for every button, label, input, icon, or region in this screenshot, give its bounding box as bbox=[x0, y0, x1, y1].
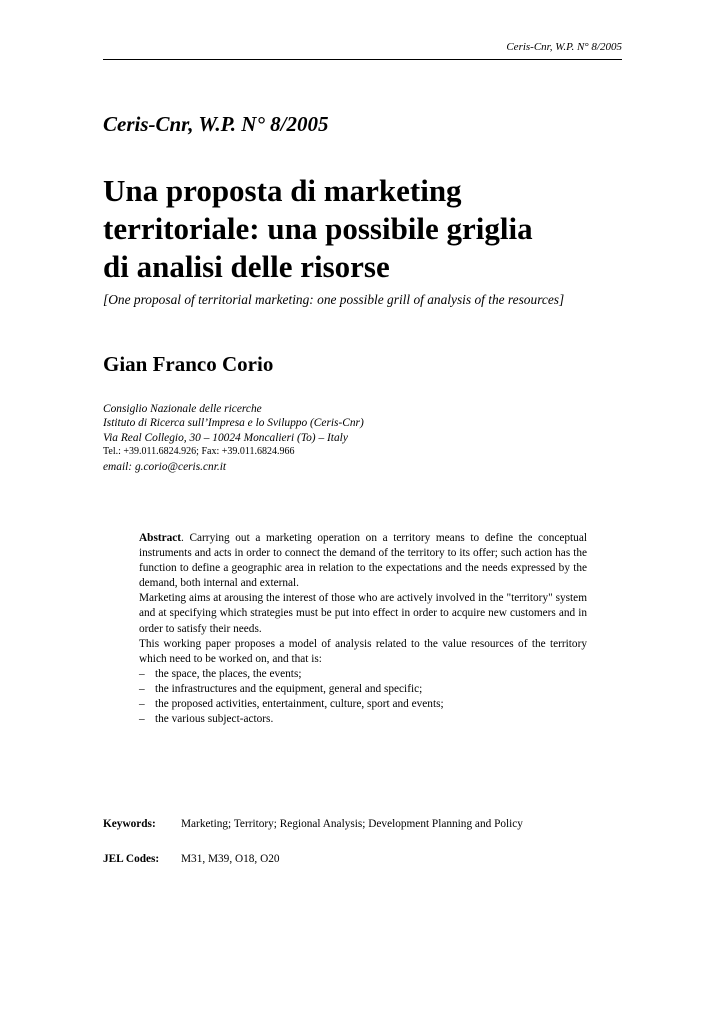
paper-title bbox=[103, 172, 623, 286]
affiliation-address: Via Real Collegio, 30 – 10024 Moncalieri (To) – Italy bbox=[103, 431, 348, 444]
jel-codes-value: M31, M39, O18, O20 bbox=[181, 853, 280, 865]
list-item-text: the proposed activities, entertainment, culture, sport and events; bbox=[155, 698, 444, 711]
affiliation-institution: Consiglio Nazionale delle ricerche bbox=[103, 403, 262, 415]
abstract-paragraph: This working paper proposes a model of analysis related to the value resources of the territory which need to be worked on, and that is: bbox=[139, 637, 587, 665]
author-affiliation bbox=[103, 402, 503, 474]
abstract-list bbox=[139, 667, 587, 727]
abstract-text: . Carrying out a marketing operation on a territory means to define the conceptual instruments and acts in order to connect the demand of the territory to its offer; such action has the function to define a geographic area in relation to the expectations and the needs expressed by the demand, both internal and external. bbox=[139, 532, 587, 590]
paper-title-line: di analisi delle risorse bbox=[103, 249, 390, 284]
english-subtitle: [One proposal of territorial marketing: one possible grill of analysis of the resources] bbox=[103, 292, 565, 307]
affiliation-phone-fax: Tel.: +39.011.6824.926; Fax: +39.011.6824.966 bbox=[103, 446, 295, 458]
list-item bbox=[139, 697, 587, 712]
list-dash: – bbox=[139, 682, 145, 695]
abstract-label: Abstract bbox=[139, 532, 182, 544]
list-item-text: the infrastructures and the equipment, general and specific; bbox=[155, 682, 423, 695]
keywords-value: Marketing; Territory; Regional Analysis; Development Planning and Policy bbox=[181, 818, 523, 830]
list-item bbox=[139, 667, 587, 682]
list-dash: – bbox=[139, 698, 145, 711]
running-header: Ceris-Cnr, W.P. N° 8/2005 bbox=[506, 41, 622, 53]
affiliation-institute: Istituto di Ricerca sull’Impresa e lo Sviluppo (Ceris-Cnr) bbox=[103, 417, 364, 430]
paper-title-line: territoriale: una possibile griglia bbox=[103, 211, 533, 246]
list-item bbox=[139, 712, 587, 727]
list-dash: – bbox=[139, 667, 145, 680]
affiliation-email: email: g.corio@ceris.cnr.it bbox=[103, 460, 227, 473]
jel-codes-label: JEL Codes: bbox=[103, 853, 160, 865]
author-name: Gian Franco Corio bbox=[103, 352, 274, 376]
keywords-row bbox=[103, 817, 523, 832]
list-item-text: the various subject-actors. bbox=[155, 713, 274, 726]
list-dash: – bbox=[139, 713, 145, 726]
header-rule bbox=[103, 59, 622, 60]
list-item bbox=[139, 682, 587, 697]
abstract-block bbox=[139, 531, 587, 727]
jel-codes-row bbox=[103, 852, 280, 867]
abstract-paragraph bbox=[139, 531, 587, 591]
paper-title-line: Una proposta di marketing bbox=[103, 173, 462, 208]
list-item-text: the space, the places, the events; bbox=[155, 667, 302, 680]
abstract-paragraph: Marketing aims at arousing the interest of those who are actively involved in the "territory" system and at specifying which strategies must be put into effect in order to acquire new customers and in order to satisfy their needs. bbox=[139, 592, 587, 635]
keywords-label: Keywords: bbox=[103, 818, 156, 830]
working-paper-series: Ceris-Cnr, W.P. N° 8/2005 bbox=[103, 112, 329, 136]
